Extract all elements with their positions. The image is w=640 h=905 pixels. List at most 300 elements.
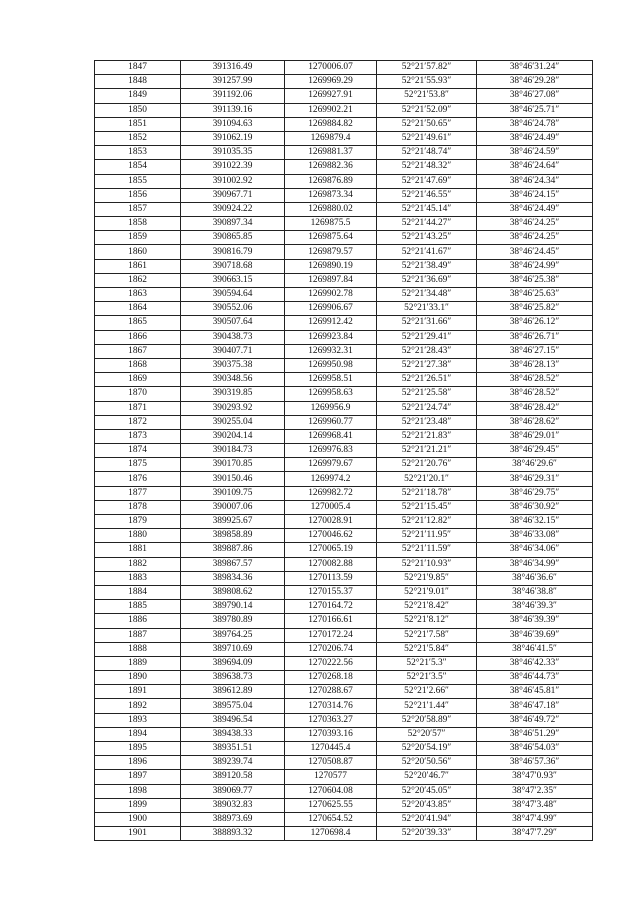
- x-coordinate-cell: 390407.71: [181, 344, 285, 358]
- point-number-cell: 1852: [95, 131, 181, 145]
- longitude-cell: 38°46′25.71″: [477, 103, 593, 117]
- latitude-cell: 52°21′46.55″: [377, 188, 477, 202]
- longitude-cell: 38°46′24.15″: [477, 188, 593, 202]
- point-number-cell: 1899: [95, 798, 181, 812]
- point-number-cell: 1878: [95, 500, 181, 514]
- latitude-cell: 52°21′45.14″: [377, 202, 477, 216]
- table-row: [95, 131, 593, 145]
- table-row: [95, 202, 593, 216]
- point-number-cell: 1868: [95, 358, 181, 372]
- x-coordinate-cell: 389780.89: [181, 614, 285, 628]
- point-number-cell: 1850: [95, 103, 181, 117]
- x-coordinate-cell: 390507.64: [181, 316, 285, 330]
- table-row: [95, 742, 593, 756]
- y-coordinate-cell: 1270166.61: [285, 614, 377, 628]
- y-coordinate-cell: 1270164.72: [285, 600, 377, 614]
- x-coordinate-cell: 391094.63: [181, 117, 285, 131]
- x-coordinate-cell: 389710.69: [181, 642, 285, 656]
- x-coordinate-cell: 388893.32: [181, 827, 285, 841]
- latitude-cell: 52°21′31.66″: [377, 316, 477, 330]
- x-coordinate-cell: 391022.39: [181, 160, 285, 174]
- table-row: [95, 316, 593, 330]
- longitude-cell: 38°46′24.49″: [477, 202, 593, 216]
- table-row: [95, 103, 593, 117]
- table-row: [95, 770, 593, 784]
- y-coordinate-cell: 1269982.72: [285, 486, 377, 500]
- longitude-cell: 38°46′24.99″: [477, 259, 593, 273]
- y-coordinate-cell: 1269969.29: [285, 75, 377, 89]
- y-coordinate-cell: 1269902.21: [285, 103, 377, 117]
- y-coordinate-cell: 1269974.2: [285, 472, 377, 486]
- latitude-cell: 52°20′39.33″: [377, 827, 477, 841]
- latitude-cell: 52°21′9.01″: [377, 585, 477, 599]
- x-coordinate-cell: 390170.85: [181, 458, 285, 472]
- table-row: [95, 259, 593, 273]
- y-coordinate-cell: 1270445.4: [285, 742, 377, 756]
- table-row: [95, 671, 593, 685]
- longitude-cell: 38°47′0.93″: [477, 770, 593, 784]
- y-coordinate-cell: 1269902.78: [285, 288, 377, 302]
- point-number-cell: 1896: [95, 756, 181, 770]
- table-row: [95, 529, 593, 543]
- table-row: [95, 486, 593, 500]
- table-row: [95, 217, 593, 231]
- point-number-cell: 1851: [95, 117, 181, 131]
- y-coordinate-cell: 1270006.07: [285, 61, 377, 75]
- longitude-cell: 38°46′29.45″: [477, 444, 593, 458]
- longitude-cell: 38°46′24.78″: [477, 117, 593, 131]
- point-number-cell: 1858: [95, 217, 181, 231]
- latitude-cell: 52°21′47.69″: [377, 174, 477, 188]
- table-row: [95, 713, 593, 727]
- longitude-cell: 38°46′39.39″: [477, 614, 593, 628]
- x-coordinate-cell: 390184.73: [181, 444, 285, 458]
- y-coordinate-cell: 1269968.41: [285, 429, 377, 443]
- point-number-cell: 1875: [95, 458, 181, 472]
- longitude-cell: 38°46′54.03″: [477, 742, 593, 756]
- table-row: [95, 642, 593, 656]
- y-coordinate-cell: 1269906.67: [285, 302, 377, 316]
- longitude-cell: 38°46′24.25″: [477, 231, 593, 245]
- latitude-cell: 52°21′9.85″: [377, 571, 477, 585]
- table-row: [95, 798, 593, 812]
- x-coordinate-cell: 391035.35: [181, 146, 285, 160]
- table-row: [95, 146, 593, 160]
- table-row: [95, 89, 593, 103]
- longitude-cell: 38°46′51.29″: [477, 727, 593, 741]
- point-number-cell: 1860: [95, 245, 181, 259]
- table-row: [95, 600, 593, 614]
- point-number-cell: 1885: [95, 600, 181, 614]
- longitude-cell: 38°47′3.48″: [477, 798, 593, 812]
- latitude-cell: 52°21′43.25″: [377, 231, 477, 245]
- point-number-cell: 1887: [95, 628, 181, 642]
- point-number-cell: 1874: [95, 444, 181, 458]
- point-number-cell: 1879: [95, 515, 181, 529]
- point-number-cell: 1856: [95, 188, 181, 202]
- x-coordinate-cell: 390375.38: [181, 358, 285, 372]
- x-coordinate-cell: 391316.49: [181, 61, 285, 75]
- point-number-cell: 1867: [95, 344, 181, 358]
- latitude-cell: 52°21′23.48″: [377, 415, 477, 429]
- latitude-cell: 52°21′8.12″: [377, 614, 477, 628]
- x-coordinate-cell: 391002.92: [181, 174, 285, 188]
- table-row: [95, 245, 593, 259]
- longitude-cell: 38°46′39.69″: [477, 628, 593, 642]
- point-number-cell: 1873: [95, 429, 181, 443]
- longitude-cell: 38°46′25.38″: [477, 273, 593, 287]
- longitude-cell: 38°46′24.34″: [477, 174, 593, 188]
- x-coordinate-cell: 390865.85: [181, 231, 285, 245]
- latitude-cell: 52°21′25.58″: [377, 387, 477, 401]
- table-row: [95, 401, 593, 415]
- latitude-cell: 52°20′58.89″: [377, 713, 477, 727]
- latitude-cell: 52°21′2.66″: [377, 685, 477, 699]
- point-number-cell: 1872: [95, 415, 181, 429]
- longitude-cell: 38°47′4.99″: [477, 812, 593, 826]
- table-row: [95, 614, 593, 628]
- latitude-cell: 52°21′28.43″: [377, 344, 477, 358]
- x-coordinate-cell: 389764.25: [181, 628, 285, 642]
- y-coordinate-cell: 1269932.31: [285, 344, 377, 358]
- y-coordinate-cell: 1269976.83: [285, 444, 377, 458]
- y-coordinate-cell: 1269923.84: [285, 330, 377, 344]
- x-coordinate-cell: 390007.06: [181, 500, 285, 514]
- y-coordinate-cell: 1270028.91: [285, 515, 377, 529]
- longitude-cell: 38°46′33.08″: [477, 529, 593, 543]
- table-row: [95, 415, 593, 429]
- latitude-cell: 52°21′44.27″: [377, 217, 477, 231]
- point-number-cell: 1900: [95, 812, 181, 826]
- y-coordinate-cell: 1269879.4: [285, 131, 377, 145]
- point-number-cell: 1886: [95, 614, 181, 628]
- point-number-cell: 1848: [95, 75, 181, 89]
- table-row: [95, 288, 593, 302]
- latitude-cell: 52°21′5.84″: [377, 642, 477, 656]
- y-coordinate-cell: 1270113.59: [285, 571, 377, 585]
- table-row: [95, 330, 593, 344]
- table-row: [95, 444, 593, 458]
- table-row: [95, 656, 593, 670]
- point-number-cell: 1857: [95, 202, 181, 216]
- latitude-cell: 52°20′46.7″: [377, 770, 477, 784]
- table-row: [95, 727, 593, 741]
- latitude-cell: 52°20′41.94″: [377, 812, 477, 826]
- y-coordinate-cell: 1270363.27: [285, 713, 377, 727]
- y-coordinate-cell: 1270577: [285, 770, 377, 784]
- latitude-cell: 52°21′57.82″: [377, 61, 477, 75]
- latitude-cell: 52°21′27.38″: [377, 358, 477, 372]
- longitude-cell: 38°46′26.71″: [477, 330, 593, 344]
- longitude-cell: 38°47′7.29″: [477, 827, 593, 841]
- latitude-cell: 52°21′8.42″: [377, 600, 477, 614]
- table-row: [95, 585, 593, 599]
- latitude-cell: 52°21′41.67″: [377, 245, 477, 259]
- point-number-cell: 1861: [95, 259, 181, 273]
- x-coordinate-cell: 389790.14: [181, 600, 285, 614]
- x-coordinate-cell: 390150.46: [181, 472, 285, 486]
- y-coordinate-cell: 1269897.84: [285, 273, 377, 287]
- y-coordinate-cell: 1270698.4: [285, 827, 377, 841]
- y-coordinate-cell: 1269950.98: [285, 358, 377, 372]
- x-coordinate-cell: 391062.19: [181, 131, 285, 145]
- point-number-cell: 1859: [95, 231, 181, 245]
- table-row: [95, 500, 593, 514]
- point-number-cell: 1889: [95, 656, 181, 670]
- point-number-cell: 1863: [95, 288, 181, 302]
- y-coordinate-cell: 1269890.19: [285, 259, 377, 273]
- longitude-cell: 38°46′34.06″: [477, 543, 593, 557]
- x-coordinate-cell: 390718.68: [181, 259, 285, 273]
- longitude-cell: 38°46′49.72″: [477, 713, 593, 727]
- longitude-cell: 38°46′24.45″: [477, 245, 593, 259]
- longitude-cell: 38°46′29.01″: [477, 429, 593, 443]
- point-number-cell: 1888: [95, 642, 181, 656]
- y-coordinate-cell: 1270393.16: [285, 727, 377, 741]
- longitude-cell: 38°46′28.42″: [477, 401, 593, 415]
- x-coordinate-cell: 390594.64: [181, 288, 285, 302]
- latitude-cell: 52°21′55.93″: [377, 75, 477, 89]
- table-row: [95, 174, 593, 188]
- longitude-cell: 38°46′27.08″: [477, 89, 593, 103]
- latitude-cell: 52°21′36.69″: [377, 273, 477, 287]
- y-coordinate-cell: 1270065.19: [285, 543, 377, 557]
- latitude-cell: 52°20′54.19″: [377, 742, 477, 756]
- latitude-cell: 52°21′7.58″: [377, 628, 477, 642]
- latitude-cell: 52°21′21.83″: [377, 429, 477, 443]
- y-coordinate-cell: 1270625.55: [285, 798, 377, 812]
- longitude-cell: 38°46′29.75″: [477, 486, 593, 500]
- point-number-cell: 1862: [95, 273, 181, 287]
- table-row: [95, 628, 593, 642]
- table-row: [95, 756, 593, 770]
- longitude-cell: 38°46′24.59″: [477, 146, 593, 160]
- x-coordinate-cell: 389834.36: [181, 571, 285, 585]
- y-coordinate-cell: 1269956.9: [285, 401, 377, 415]
- longitude-cell: 38°46′25.82″: [477, 302, 593, 316]
- x-coordinate-cell: 389496.54: [181, 713, 285, 727]
- table-row: [95, 429, 593, 443]
- latitude-cell: 52°21′21.21″: [377, 444, 477, 458]
- x-coordinate-cell: 389120.58: [181, 770, 285, 784]
- y-coordinate-cell: 1269879.57: [285, 245, 377, 259]
- latitude-cell: 52°21′11.95″: [377, 529, 477, 543]
- longitude-cell: 38°46′25.63″: [477, 288, 593, 302]
- longitude-cell: 38°46′32.15″: [477, 515, 593, 529]
- coordinate-table: [94, 60, 593, 841]
- latitude-cell: 52°21′33.1″: [377, 302, 477, 316]
- longitude-cell: 38°46′42.33″: [477, 656, 593, 670]
- y-coordinate-cell: 1270508.87: [285, 756, 377, 770]
- table-row: [95, 273, 593, 287]
- longitude-cell: 38°46′28.13″: [477, 358, 593, 372]
- longitude-cell: 38°46′57.36″: [477, 756, 593, 770]
- x-coordinate-cell: 389694.09: [181, 656, 285, 670]
- x-coordinate-cell: 389925.67: [181, 515, 285, 529]
- table-row: [95, 373, 593, 387]
- longitude-cell: 38°46′39.3″: [477, 600, 593, 614]
- table-row: [95, 557, 593, 571]
- latitude-cell: 52°20′50.56″: [377, 756, 477, 770]
- point-number-cell: 1881: [95, 543, 181, 557]
- x-coordinate-cell: 389239.74: [181, 756, 285, 770]
- latitude-cell: 52°20′45.05″: [377, 784, 477, 798]
- longitude-cell: 38°46′27.15″: [477, 344, 593, 358]
- point-number-cell: 1892: [95, 699, 181, 713]
- x-coordinate-cell: 389858.89: [181, 529, 285, 543]
- y-coordinate-cell: 1269979.67: [285, 458, 377, 472]
- latitude-cell: 52°21′29.41″: [377, 330, 477, 344]
- latitude-cell: 52°21′10.93″: [377, 557, 477, 571]
- x-coordinate-cell: 390552.06: [181, 302, 285, 316]
- point-number-cell: 1901: [95, 827, 181, 841]
- longitude-cell: 38°46′31.24″: [477, 61, 593, 75]
- y-coordinate-cell: 1270288.67: [285, 685, 377, 699]
- y-coordinate-cell: 1270046.62: [285, 529, 377, 543]
- table-row: [95, 231, 593, 245]
- longitude-cell: 38°46′28.62″: [477, 415, 593, 429]
- latitude-cell: 52°21′48.74″: [377, 146, 477, 160]
- x-coordinate-cell: 389438.33: [181, 727, 285, 741]
- point-number-cell: 1865: [95, 316, 181, 330]
- y-coordinate-cell: 1269881.37: [285, 146, 377, 160]
- table-row: [95, 543, 593, 557]
- x-coordinate-cell: 391257.99: [181, 75, 285, 89]
- point-number-cell: 1893: [95, 713, 181, 727]
- y-coordinate-cell: 1269958.63: [285, 387, 377, 401]
- x-coordinate-cell: 389867.57: [181, 557, 285, 571]
- y-coordinate-cell: 1269875.5: [285, 217, 377, 231]
- y-coordinate-cell: 1270314.76: [285, 699, 377, 713]
- x-coordinate-cell: 390348.56: [181, 373, 285, 387]
- longitude-cell: 38°46′34.99″: [477, 557, 593, 571]
- coordinate-table-body: [95, 61, 593, 841]
- table-row: [95, 699, 593, 713]
- x-coordinate-cell: 389032.83: [181, 798, 285, 812]
- table-row: [95, 358, 593, 372]
- table-row: [95, 160, 593, 174]
- longitude-cell: 38°46′29.6″: [477, 458, 593, 472]
- y-coordinate-cell: 1269927.91: [285, 89, 377, 103]
- x-coordinate-cell: 390204.14: [181, 429, 285, 443]
- y-coordinate-cell: 1270604.08: [285, 784, 377, 798]
- x-coordinate-cell: 390319.85: [181, 387, 285, 401]
- point-number-cell: 1871: [95, 401, 181, 415]
- x-coordinate-cell: 389808.62: [181, 585, 285, 599]
- x-coordinate-cell: 389887.86: [181, 543, 285, 557]
- point-number-cell: 1883: [95, 571, 181, 585]
- latitude-cell: 52°21′20.1″: [377, 472, 477, 486]
- y-coordinate-cell: 1269960.77: [285, 415, 377, 429]
- x-coordinate-cell: 389612.89: [181, 685, 285, 699]
- longitude-cell: 38°46′41.5″: [477, 642, 593, 656]
- longitude-cell: 38°46′29.31″: [477, 472, 593, 486]
- point-number-cell: 1891: [95, 685, 181, 699]
- longitude-cell: 38°46′24.64″: [477, 160, 593, 174]
- latitude-cell: 52°21′53.8″: [377, 89, 477, 103]
- x-coordinate-cell: 390967.71: [181, 188, 285, 202]
- point-number-cell: 1855: [95, 174, 181, 188]
- y-coordinate-cell: 1270268.18: [285, 671, 377, 685]
- x-coordinate-cell: 390816.79: [181, 245, 285, 259]
- x-coordinate-cell: 391192.06: [181, 89, 285, 103]
- point-number-cell: 1894: [95, 727, 181, 741]
- x-coordinate-cell: 390663.15: [181, 273, 285, 287]
- y-coordinate-cell: 1270654.52: [285, 812, 377, 826]
- latitude-cell: 52°21′15.45″: [377, 500, 477, 514]
- point-number-cell: 1847: [95, 61, 181, 75]
- point-number-cell: 1869: [95, 373, 181, 387]
- x-coordinate-cell: 389575.04: [181, 699, 285, 713]
- y-coordinate-cell: 1269882.36: [285, 160, 377, 174]
- point-number-cell: 1895: [95, 742, 181, 756]
- y-coordinate-cell: 1270005.4: [285, 500, 377, 514]
- table-row: [95, 515, 593, 529]
- point-number-cell: 1876: [95, 472, 181, 486]
- latitude-cell: 52°21′1.44″: [377, 699, 477, 713]
- point-number-cell: 1877: [95, 486, 181, 500]
- latitude-cell: 52°21′5.3″: [377, 656, 477, 670]
- y-coordinate-cell: 1269884.82: [285, 117, 377, 131]
- longitude-cell: 38°46′29.28″: [477, 75, 593, 89]
- y-coordinate-cell: 1270206.74: [285, 642, 377, 656]
- table-row: [95, 458, 593, 472]
- point-number-cell: 1897: [95, 770, 181, 784]
- x-coordinate-cell: 389069.77: [181, 784, 285, 798]
- table-row: [95, 784, 593, 798]
- point-number-cell: 1854: [95, 160, 181, 174]
- table-row: [95, 188, 593, 202]
- table-row: [95, 387, 593, 401]
- table-row: [95, 302, 593, 316]
- longitude-cell: 38°46′44.73″: [477, 671, 593, 685]
- y-coordinate-cell: 1270155.37: [285, 585, 377, 599]
- latitude-cell: 52°21′20.76″: [377, 458, 477, 472]
- x-coordinate-cell: 390109.75: [181, 486, 285, 500]
- x-coordinate-cell: 389351.51: [181, 742, 285, 756]
- latitude-cell: 52°21′49.61″: [377, 131, 477, 145]
- x-coordinate-cell: 390897.34: [181, 217, 285, 231]
- point-number-cell: 1866: [95, 330, 181, 344]
- latitude-cell: 52°20′57″: [377, 727, 477, 741]
- y-coordinate-cell: 1269912.42: [285, 316, 377, 330]
- point-number-cell: 1884: [95, 585, 181, 599]
- longitude-cell: 38°46′28.52″: [477, 373, 593, 387]
- table-row: [95, 61, 593, 75]
- y-coordinate-cell: 1270222.56: [285, 656, 377, 670]
- latitude-cell: 52°20′43.85″: [377, 798, 477, 812]
- point-number-cell: 1870: [95, 387, 181, 401]
- table-row: [95, 812, 593, 826]
- latitude-cell: 52°21′3.5″: [377, 671, 477, 685]
- longitude-cell: 38°46′36.6″: [477, 571, 593, 585]
- latitude-cell: 52°21′34.48″: [377, 288, 477, 302]
- table-row: [95, 472, 593, 486]
- longitude-cell: 38°46′24.49″: [477, 131, 593, 145]
- longitude-cell: 38°46′47.18″: [477, 699, 593, 713]
- table-row: [95, 117, 593, 131]
- x-coordinate-cell: 390293.92: [181, 401, 285, 415]
- latitude-cell: 52°21′50.65″: [377, 117, 477, 131]
- longitude-cell: 38°46′38.8″: [477, 585, 593, 599]
- table-row: [95, 685, 593, 699]
- table-row: [95, 571, 593, 585]
- y-coordinate-cell: 1269958.51: [285, 373, 377, 387]
- latitude-cell: 52°21′24.74″: [377, 401, 477, 415]
- y-coordinate-cell: 1269876.89: [285, 174, 377, 188]
- y-coordinate-cell: 1269880.02: [285, 202, 377, 216]
- y-coordinate-cell: 1270082.88: [285, 557, 377, 571]
